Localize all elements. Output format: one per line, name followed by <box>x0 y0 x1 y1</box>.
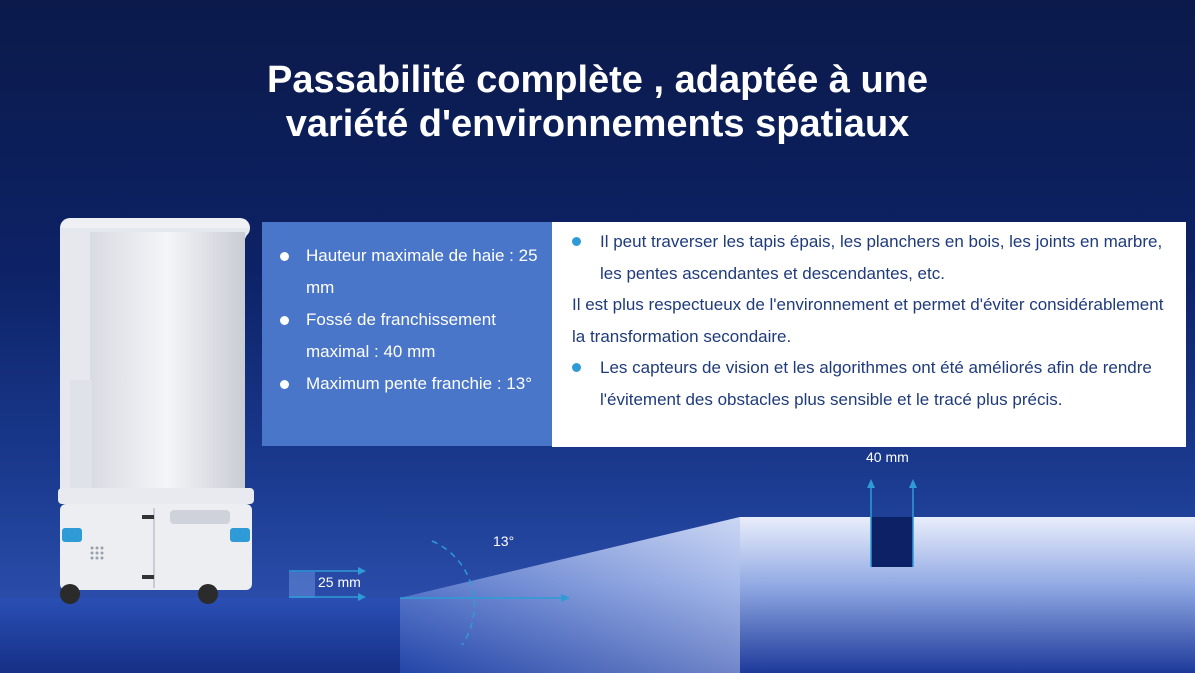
page-title <box>0 58 1195 146</box>
hurdle-block <box>289 572 315 598</box>
speaker-grille-icon <box>91 547 104 560</box>
bullet-icon <box>572 237 581 246</box>
title-line-2: variété d'environnements spatiaux <box>285 103 910 145</box>
spec-item: Maximum pente franchie : 13° <box>278 368 538 400</box>
bullet-icon <box>280 316 289 325</box>
angle-label: 13° <box>493 533 515 549</box>
robot-image <box>58 218 254 604</box>
spec-item: Fossé de franchissement maximal : 40 mm <box>278 304 538 368</box>
title-line-1: Passabilité complète , adaptée à une <box>266 59 929 101</box>
specs-panel <box>262 222 552 446</box>
gap-arrow-right-head <box>909 479 917 488</box>
gap-channel <box>871 517 913 567</box>
bullet-icon <box>280 380 289 389</box>
platform-lower <box>0 598 400 673</box>
bullet-icon <box>280 252 289 261</box>
description-paragraph: Il est plus respectueux de l'environnement et permet d'éviter considérablement la transformation secondaire. <box>572 295 1164 346</box>
gap-arrow-left-head <box>867 479 875 488</box>
spec-item: Hauteur maximale de haie : 25 mm <box>278 240 538 304</box>
description-panel <box>552 222 1186 447</box>
description-bullet: Il peut traverser les tapis épais, les planchers en bois, les joints en marbre, les pentes ascendantes et descendantes, etc. <box>572 226 1170 289</box>
bullet-icon <box>572 363 581 372</box>
description-bullet: Les capteurs de vision et les algorithmes ont été améliorés afin de rendre l'évitement des obstacles plus sensible et le tracé plus précis. <box>572 352 1170 415</box>
ramp-face <box>400 517 740 673</box>
hurdle-label: 25 mm <box>318 574 361 590</box>
gap-label: 40 mm <box>866 449 909 465</box>
